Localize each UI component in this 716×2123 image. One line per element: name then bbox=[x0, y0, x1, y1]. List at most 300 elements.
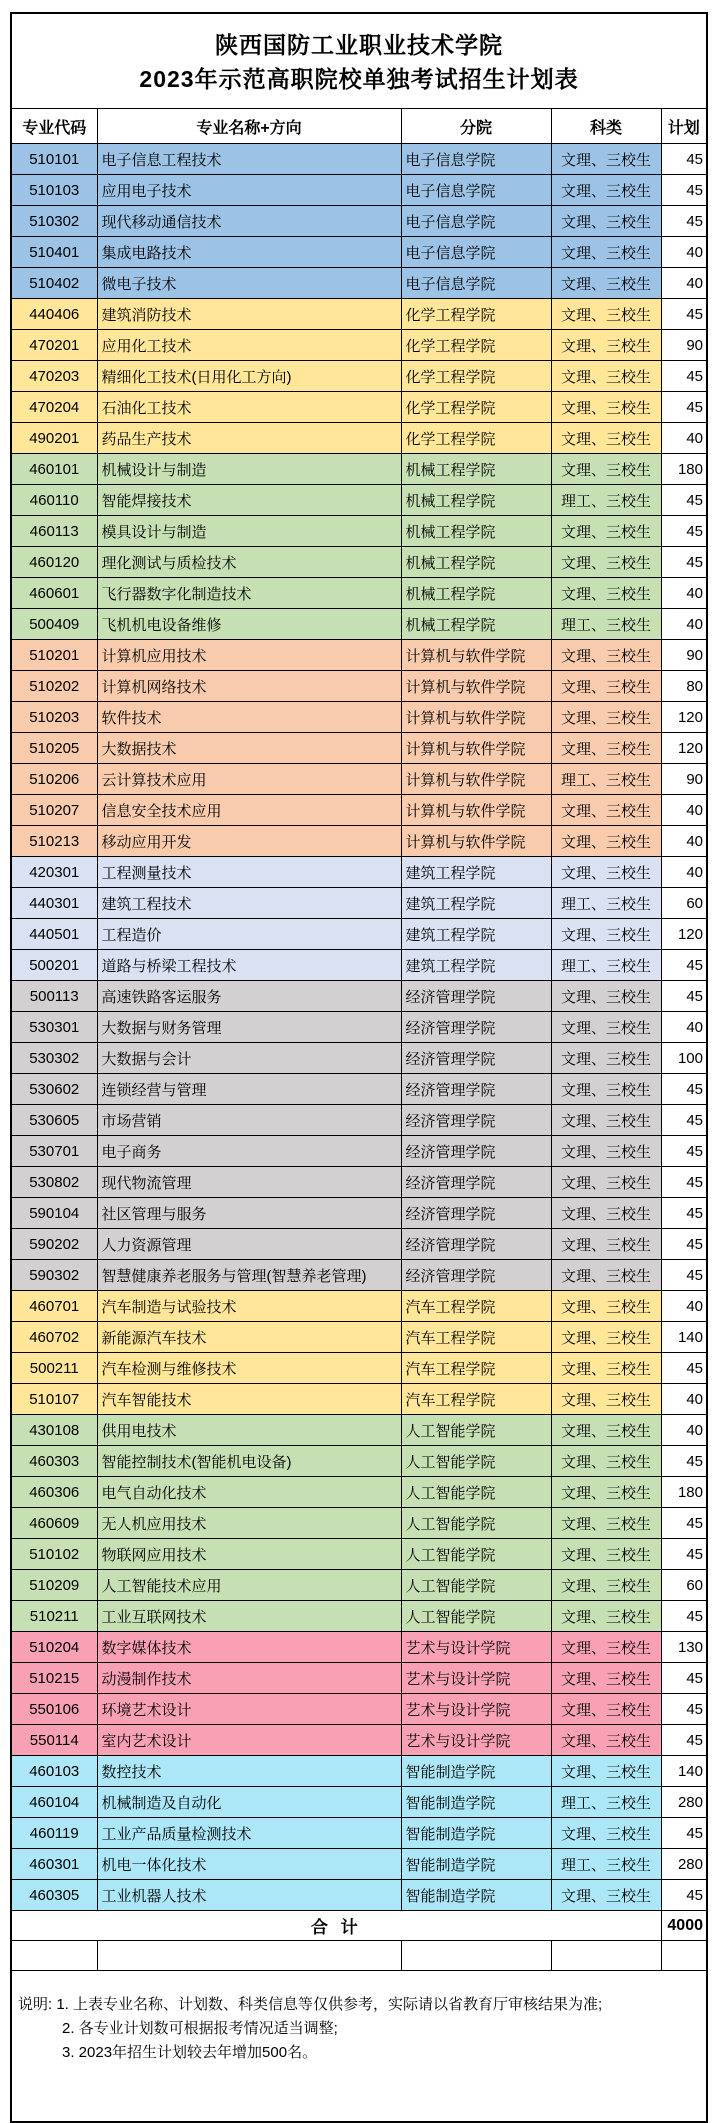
cell-major-code: 430108 bbox=[11, 1415, 97, 1446]
cell-major-code: 460120 bbox=[11, 547, 97, 578]
cell-major-code: 510202 bbox=[11, 671, 97, 702]
table-row bbox=[11, 206, 707, 237]
table-row bbox=[11, 826, 707, 857]
table-row bbox=[11, 764, 707, 795]
cell-major-code: 460701 bbox=[11, 1291, 97, 1322]
table-row bbox=[11, 1880, 707, 1911]
header-major-code: 专业代码 bbox=[11, 109, 97, 144]
cell-category: 文理、三校生 bbox=[551, 733, 661, 764]
cell-major-name: 汽车智能技术 bbox=[97, 1384, 401, 1415]
header-category: 科类 bbox=[551, 109, 661, 144]
table-row bbox=[11, 1787, 707, 1818]
cell-major-code: 510402 bbox=[11, 268, 97, 299]
table-row bbox=[11, 237, 707, 268]
cell-major-name: 物联网应用技术 bbox=[97, 1539, 401, 1570]
cell-category: 文理、三校生 bbox=[551, 361, 661, 392]
cell-category: 文理、三校生 bbox=[551, 1477, 661, 1508]
table-row bbox=[11, 950, 707, 981]
cell-major-name: 智慧健康养老服务与管理(智慧养老管理) bbox=[97, 1260, 401, 1291]
notes-row bbox=[11, 1971, 707, 2123]
cell-category: 文理、三校生 bbox=[551, 1880, 661, 1911]
cell-plan: 90 bbox=[661, 764, 707, 795]
table-row bbox=[11, 423, 707, 454]
cell-major-name: 理化测试与质检技术 bbox=[97, 547, 401, 578]
cell-category: 文理、三校生 bbox=[551, 1167, 661, 1198]
cell-category: 文理、三校生 bbox=[551, 919, 661, 950]
cell-plan: 45 bbox=[661, 144, 707, 175]
header-row bbox=[11, 109, 707, 144]
cell-major-name: 飞机机电设备维修 bbox=[97, 609, 401, 640]
cell-major-code: 530605 bbox=[11, 1105, 97, 1136]
cell-plan: 60 bbox=[661, 888, 707, 919]
cell-category: 文理、三校生 bbox=[551, 1632, 661, 1663]
header-college: 分院 bbox=[401, 109, 551, 144]
cell-college: 智能制造学院 bbox=[401, 1849, 551, 1880]
cell-college: 艺术与设计学院 bbox=[401, 1632, 551, 1663]
cell-category: 文理、三校生 bbox=[551, 1012, 661, 1043]
table-row bbox=[11, 547, 707, 578]
table-row bbox=[11, 1229, 707, 1260]
cell-major-code: 510302 bbox=[11, 206, 97, 237]
table-row bbox=[11, 888, 707, 919]
table-row bbox=[11, 640, 707, 671]
cell-major-code: 530602 bbox=[11, 1074, 97, 1105]
table-row bbox=[11, 392, 707, 423]
cell-major-code: 460103 bbox=[11, 1756, 97, 1787]
cell-major-code: 510215 bbox=[11, 1663, 97, 1694]
cell-college: 建筑工程学院 bbox=[401, 857, 551, 888]
cell-major-code: 420301 bbox=[11, 857, 97, 888]
table-row bbox=[11, 609, 707, 640]
table-row bbox=[11, 1415, 707, 1446]
cell-category: 文理、三校生 bbox=[551, 1756, 661, 1787]
cell-college: 电子信息学院 bbox=[401, 144, 551, 175]
cell-plan: 45 bbox=[661, 1229, 707, 1260]
cell-major-code: 530701 bbox=[11, 1136, 97, 1167]
cell-major-code: 460104 bbox=[11, 1787, 97, 1818]
cell-plan: 45 bbox=[661, 1725, 707, 1756]
cell-college: 经济管理学院 bbox=[401, 1260, 551, 1291]
cell-college: 经济管理学院 bbox=[401, 1198, 551, 1229]
table-row bbox=[11, 1632, 707, 1663]
cell-plan: 40 bbox=[661, 237, 707, 268]
cell-college: 人工智能学院 bbox=[401, 1539, 551, 1570]
cell-major-code: 530301 bbox=[11, 1012, 97, 1043]
cell-major-code: 460110 bbox=[11, 485, 97, 516]
cell-college: 建筑工程学院 bbox=[401, 950, 551, 981]
table-row bbox=[11, 1043, 707, 1074]
cell-plan: 40 bbox=[661, 1012, 707, 1043]
table-row bbox=[11, 1167, 707, 1198]
cell-category: 文理、三校生 bbox=[551, 1260, 661, 1291]
cell-college: 化学工程学院 bbox=[401, 392, 551, 423]
school-name: 陕西国防工业职业技术学院 bbox=[215, 32, 503, 58]
cell-plan: 45 bbox=[661, 1880, 707, 1911]
cell-major-code: 590104 bbox=[11, 1198, 97, 1229]
cell-category: 文理、三校生 bbox=[551, 299, 661, 330]
cell-major-code: 470204 bbox=[11, 392, 97, 423]
cell-major-name: 大数据与会计 bbox=[97, 1043, 401, 1074]
cell-major-name: 精细化工技术(日用化工方向) bbox=[97, 361, 401, 392]
cell-plan: 45 bbox=[661, 1539, 707, 1570]
cell-college: 机械工程学院 bbox=[401, 609, 551, 640]
cell-plan: 280 bbox=[661, 1787, 707, 1818]
cell-plan: 45 bbox=[661, 392, 707, 423]
cell-college: 经济管理学院 bbox=[401, 1012, 551, 1043]
cell-college: 人工智能学院 bbox=[401, 1601, 551, 1632]
cell-college: 电子信息学院 bbox=[401, 268, 551, 299]
table-row bbox=[11, 1291, 707, 1322]
cell-plan: 45 bbox=[661, 1167, 707, 1198]
cell-major-code: 460119 bbox=[11, 1818, 97, 1849]
cell-college: 智能制造学院 bbox=[401, 1880, 551, 1911]
cell-major-code: 460301 bbox=[11, 1849, 97, 1880]
cell-major-code: 460303 bbox=[11, 1446, 97, 1477]
cell-category: 文理、三校生 bbox=[551, 578, 661, 609]
cell-category: 文理、三校生 bbox=[551, 1508, 661, 1539]
cell-major-name: 无人机应用技术 bbox=[97, 1508, 401, 1539]
cell-college: 机械工程学院 bbox=[401, 578, 551, 609]
table-row bbox=[11, 361, 707, 392]
table-row bbox=[11, 1725, 707, 1756]
cell-major-name: 软件技术 bbox=[97, 702, 401, 733]
table-row bbox=[11, 268, 707, 299]
cell-college: 人工智能学院 bbox=[401, 1477, 551, 1508]
table-row bbox=[11, 485, 707, 516]
note-item-1: 1. 上表专业名称、计划数、科类信息等仅供参考，实际请以省教育厅审核结果为准; bbox=[56, 1996, 603, 2013]
cell-college: 电子信息学院 bbox=[401, 206, 551, 237]
cell-plan: 120 bbox=[661, 702, 707, 733]
spacer-cell bbox=[401, 1941, 551, 1971]
table-row bbox=[11, 1105, 707, 1136]
cell-major-code: 440406 bbox=[11, 299, 97, 330]
table-row bbox=[11, 1353, 707, 1384]
cell-major-name: 集成电路技术 bbox=[97, 237, 401, 268]
cell-category: 文理、三校生 bbox=[551, 1446, 661, 1477]
cell-college: 经济管理学院 bbox=[401, 1167, 551, 1198]
cell-plan: 45 bbox=[661, 361, 707, 392]
cell-college: 智能制造学院 bbox=[401, 1756, 551, 1787]
header-plan: 计划 bbox=[661, 109, 707, 144]
admission-plan-table bbox=[10, 12, 708, 2123]
cell-college: 经济管理学院 bbox=[401, 1105, 551, 1136]
cell-category: 文理、三校生 bbox=[551, 547, 661, 578]
table-title bbox=[11, 13, 707, 109]
cell-major-name: 工程测量技术 bbox=[97, 857, 401, 888]
cell-category: 文理、三校生 bbox=[551, 1322, 661, 1353]
cell-major-name: 云计算技术应用 bbox=[97, 764, 401, 795]
cell-major-name: 建筑工程技术 bbox=[97, 888, 401, 919]
table-row bbox=[11, 330, 707, 361]
cell-plan: 40 bbox=[661, 268, 707, 299]
cell-category: 理工、三校生 bbox=[551, 1849, 661, 1880]
table-row bbox=[11, 516, 707, 547]
cell-category: 理工、三校生 bbox=[551, 888, 661, 919]
cell-major-name: 社区管理与服务 bbox=[97, 1198, 401, 1229]
cell-plan: 40 bbox=[661, 578, 707, 609]
cell-plan: 90 bbox=[661, 330, 707, 361]
cell-major-name: 电气自动化技术 bbox=[97, 1477, 401, 1508]
cell-college: 化学工程学院 bbox=[401, 299, 551, 330]
cell-major-code: 460305 bbox=[11, 1880, 97, 1911]
cell-major-name: 建筑消防技术 bbox=[97, 299, 401, 330]
table-row bbox=[11, 578, 707, 609]
cell-major-name: 室内艺术设计 bbox=[97, 1725, 401, 1756]
cell-college: 机械工程学院 bbox=[401, 485, 551, 516]
cell-college: 机械工程学院 bbox=[401, 516, 551, 547]
table-row bbox=[11, 1446, 707, 1477]
table-row bbox=[11, 733, 707, 764]
cell-category: 文理、三校生 bbox=[551, 1074, 661, 1105]
cell-college: 建筑工程学院 bbox=[401, 888, 551, 919]
cell-plan: 120 bbox=[661, 733, 707, 764]
cell-category: 文理、三校生 bbox=[551, 330, 661, 361]
cell-category: 文理、三校生 bbox=[551, 702, 661, 733]
spacer-cell bbox=[97, 1941, 401, 1971]
cell-major-name: 电子商务 bbox=[97, 1136, 401, 1167]
table-row bbox=[11, 1074, 707, 1105]
cell-major-code: 510211 bbox=[11, 1601, 97, 1632]
cell-college: 汽车工程学院 bbox=[401, 1291, 551, 1322]
cell-plan: 45 bbox=[661, 1198, 707, 1229]
cell-major-name: 现代物流管理 bbox=[97, 1167, 401, 1198]
cell-plan: 140 bbox=[661, 1756, 707, 1787]
cell-major-name: 机电一体化技术 bbox=[97, 1849, 401, 1880]
cell-category: 理工、三校生 bbox=[551, 1787, 661, 1818]
cell-plan: 40 bbox=[661, 609, 707, 640]
table-row bbox=[11, 1694, 707, 1725]
cell-major-name: 大数据与财务管理 bbox=[97, 1012, 401, 1043]
cell-college: 化学工程学院 bbox=[401, 361, 551, 392]
cell-college: 计算机与软件学院 bbox=[401, 733, 551, 764]
cell-major-name: 应用电子技术 bbox=[97, 175, 401, 206]
cell-college: 计算机与软件学院 bbox=[401, 795, 551, 826]
cell-major-code: 550114 bbox=[11, 1725, 97, 1756]
cell-college: 化学工程学院 bbox=[401, 330, 551, 361]
cell-plan: 45 bbox=[661, 950, 707, 981]
cell-college: 计算机与软件学院 bbox=[401, 826, 551, 857]
cell-category: 文理、三校生 bbox=[551, 1415, 661, 1446]
cell-major-name: 工程造价 bbox=[97, 919, 401, 950]
notes-block bbox=[11, 1971, 707, 2123]
cell-plan: 45 bbox=[661, 485, 707, 516]
cell-category: 文理、三校生 bbox=[551, 981, 661, 1012]
cell-major-name: 信息安全技术应用 bbox=[97, 795, 401, 826]
cell-plan: 40 bbox=[661, 1291, 707, 1322]
cell-category: 文理、三校生 bbox=[551, 1725, 661, 1756]
note-item-2: 2. 各专业计划数可根据报考情况适当调整; bbox=[62, 2020, 338, 2037]
cell-major-name: 汽车检测与维修技术 bbox=[97, 1353, 401, 1384]
table-row bbox=[11, 1322, 707, 1353]
cell-plan: 40 bbox=[661, 826, 707, 857]
cell-category: 文理、三校生 bbox=[551, 392, 661, 423]
cell-plan: 45 bbox=[661, 1694, 707, 1725]
cell-major-code: 510101 bbox=[11, 144, 97, 175]
cell-major-code: 510204 bbox=[11, 1632, 97, 1663]
cell-college: 建筑工程学院 bbox=[401, 919, 551, 950]
cell-category: 文理、三校生 bbox=[551, 1601, 661, 1632]
cell-major-code: 510213 bbox=[11, 826, 97, 857]
cell-major-code: 510203 bbox=[11, 702, 97, 733]
cell-major-name: 微电子技术 bbox=[97, 268, 401, 299]
cell-major-code: 460609 bbox=[11, 1508, 97, 1539]
table-row bbox=[11, 1570, 707, 1601]
cell-category: 文理、三校生 bbox=[551, 516, 661, 547]
cell-category: 文理、三校生 bbox=[551, 268, 661, 299]
cell-major-code: 510201 bbox=[11, 640, 97, 671]
cell-category: 文理、三校生 bbox=[551, 1291, 661, 1322]
cell-category: 理工、三校生 bbox=[551, 609, 661, 640]
cell-college: 汽车工程学院 bbox=[401, 1353, 551, 1384]
cell-plan: 45 bbox=[661, 981, 707, 1012]
cell-category: 文理、三校生 bbox=[551, 1353, 661, 1384]
cell-college: 人工智能学院 bbox=[401, 1415, 551, 1446]
cell-major-code: 460601 bbox=[11, 578, 97, 609]
cell-major-name: 供用电技术 bbox=[97, 1415, 401, 1446]
cell-major-name: 大数据技术 bbox=[97, 733, 401, 764]
cell-college: 经济管理学院 bbox=[401, 981, 551, 1012]
cell-college: 智能制造学院 bbox=[401, 1787, 551, 1818]
cell-major-code: 500201 bbox=[11, 950, 97, 981]
cell-category: 文理、三校生 bbox=[551, 1570, 661, 1601]
cell-plan: 45 bbox=[661, 1105, 707, 1136]
cell-major-name: 电子信息工程技术 bbox=[97, 144, 401, 175]
cell-major-name: 模具设计与制造 bbox=[97, 516, 401, 547]
table-row bbox=[11, 1539, 707, 1570]
cell-major-code: 490201 bbox=[11, 423, 97, 454]
cell-major-code: 460306 bbox=[11, 1477, 97, 1508]
cell-plan: 45 bbox=[661, 1601, 707, 1632]
cell-plan: 90 bbox=[661, 640, 707, 671]
cell-plan: 45 bbox=[661, 299, 707, 330]
cell-category: 理工、三校生 bbox=[551, 764, 661, 795]
cell-category: 文理、三校生 bbox=[551, 237, 661, 268]
cell-plan: 45 bbox=[661, 1260, 707, 1291]
cell-category: 文理、三校生 bbox=[551, 826, 661, 857]
cell-major-code: 530802 bbox=[11, 1167, 97, 1198]
cell-plan: 140 bbox=[661, 1322, 707, 1353]
cell-major-code: 500211 bbox=[11, 1353, 97, 1384]
cell-category: 文理、三校生 bbox=[551, 1539, 661, 1570]
cell-college: 计算机与软件学院 bbox=[401, 640, 551, 671]
cell-major-code: 500409 bbox=[11, 609, 97, 640]
cell-plan: 45 bbox=[661, 547, 707, 578]
cell-plan: 40 bbox=[661, 1415, 707, 1446]
cell-category: 文理、三校生 bbox=[551, 423, 661, 454]
cell-major-name: 药品生产技术 bbox=[97, 423, 401, 454]
cell-plan: 130 bbox=[661, 1632, 707, 1663]
total-row bbox=[11, 1911, 707, 1941]
cell-college: 经济管理学院 bbox=[401, 1229, 551, 1260]
table-row bbox=[11, 1384, 707, 1415]
cell-category: 文理、三校生 bbox=[551, 1136, 661, 1167]
cell-major-name: 环境艺术设计 bbox=[97, 1694, 401, 1725]
plan-table-title: 2023年示范高职院校单独考试招生计划表 bbox=[139, 66, 579, 92]
cell-college: 人工智能学院 bbox=[401, 1446, 551, 1477]
cell-major-code: 590302 bbox=[11, 1260, 97, 1291]
cell-college: 人工智能学院 bbox=[401, 1508, 551, 1539]
cell-major-code: 510209 bbox=[11, 1570, 97, 1601]
cell-major-code: 460101 bbox=[11, 454, 97, 485]
cell-major-name: 连锁经营与管理 bbox=[97, 1074, 401, 1105]
cell-college: 经济管理学院 bbox=[401, 1136, 551, 1167]
cell-category: 文理、三校生 bbox=[551, 1818, 661, 1849]
cell-plan: 40 bbox=[661, 423, 707, 454]
cell-major-name: 工业产品质量检测技术 bbox=[97, 1818, 401, 1849]
cell-major-name: 智能焊接技术 bbox=[97, 485, 401, 516]
table-row bbox=[11, 1818, 707, 1849]
table-row bbox=[11, 1663, 707, 1694]
cell-major-code: 510206 bbox=[11, 764, 97, 795]
cell-plan: 120 bbox=[661, 919, 707, 950]
cell-major-name: 计算机应用技术 bbox=[97, 640, 401, 671]
cell-major-name: 动漫制作技术 bbox=[97, 1663, 401, 1694]
cell-major-name: 汽车制造与试验技术 bbox=[97, 1291, 401, 1322]
table-row bbox=[11, 1756, 707, 1787]
cell-plan: 45 bbox=[661, 1818, 707, 1849]
cell-plan: 45 bbox=[661, 1353, 707, 1384]
cell-plan: 45 bbox=[661, 1074, 707, 1105]
cell-major-code: 510401 bbox=[11, 237, 97, 268]
cell-major-code: 590202 bbox=[11, 1229, 97, 1260]
cell-category: 文理、三校生 bbox=[551, 1043, 661, 1074]
cell-category: 文理、三校生 bbox=[551, 1384, 661, 1415]
cell-category: 文理、三校生 bbox=[551, 857, 661, 888]
cell-major-code: 510205 bbox=[11, 733, 97, 764]
cell-major-name: 道路与桥梁工程技术 bbox=[97, 950, 401, 981]
cell-category: 文理、三校生 bbox=[551, 1105, 661, 1136]
table-row bbox=[11, 454, 707, 485]
cell-college: 经济管理学院 bbox=[401, 1043, 551, 1074]
cell-plan: 45 bbox=[661, 1663, 707, 1694]
cell-college: 经济管理学院 bbox=[401, 1074, 551, 1105]
cell-major-name: 飞行器数字化制造技术 bbox=[97, 578, 401, 609]
cell-college: 艺术与设计学院 bbox=[401, 1694, 551, 1725]
cell-category: 文理、三校生 bbox=[551, 454, 661, 485]
cell-category: 文理、三校生 bbox=[551, 1229, 661, 1260]
cell-plan: 100 bbox=[661, 1043, 707, 1074]
table-row bbox=[11, 671, 707, 702]
cell-major-code: 440301 bbox=[11, 888, 97, 919]
table-row bbox=[11, 857, 707, 888]
cell-major-name: 计算机网络技术 bbox=[97, 671, 401, 702]
cell-major-code: 460113 bbox=[11, 516, 97, 547]
note-item-3: 3. 2023年招生计划较去年增加500名。 bbox=[62, 2044, 318, 2061]
cell-plan: 45 bbox=[661, 1136, 707, 1167]
cell-major-name: 市场营销 bbox=[97, 1105, 401, 1136]
cell-plan: 60 bbox=[661, 1570, 707, 1601]
cell-college: 机械工程学院 bbox=[401, 454, 551, 485]
cell-major-code: 510103 bbox=[11, 175, 97, 206]
cell-major-name: 石油化工技术 bbox=[97, 392, 401, 423]
cell-college: 智能制造学院 bbox=[401, 1818, 551, 1849]
cell-plan: 45 bbox=[661, 1446, 707, 1477]
spacer-cell bbox=[11, 1941, 97, 1971]
cell-major-code: 470201 bbox=[11, 330, 97, 361]
spacer-cell bbox=[551, 1941, 661, 1971]
cell-college: 电子信息学院 bbox=[401, 237, 551, 268]
cell-major-name: 应用化工技术 bbox=[97, 330, 401, 361]
cell-major-name: 新能源汽车技术 bbox=[97, 1322, 401, 1353]
cell-major-code: 530302 bbox=[11, 1043, 97, 1074]
cell-plan: 40 bbox=[661, 1384, 707, 1415]
cell-college: 计算机与软件学院 bbox=[401, 671, 551, 702]
table-row bbox=[11, 1198, 707, 1229]
cell-plan: 180 bbox=[661, 1477, 707, 1508]
cell-major-code: 470203 bbox=[11, 361, 97, 392]
cell-major-name: 高速铁路客运服务 bbox=[97, 981, 401, 1012]
cell-major-code: 510107 bbox=[11, 1384, 97, 1415]
